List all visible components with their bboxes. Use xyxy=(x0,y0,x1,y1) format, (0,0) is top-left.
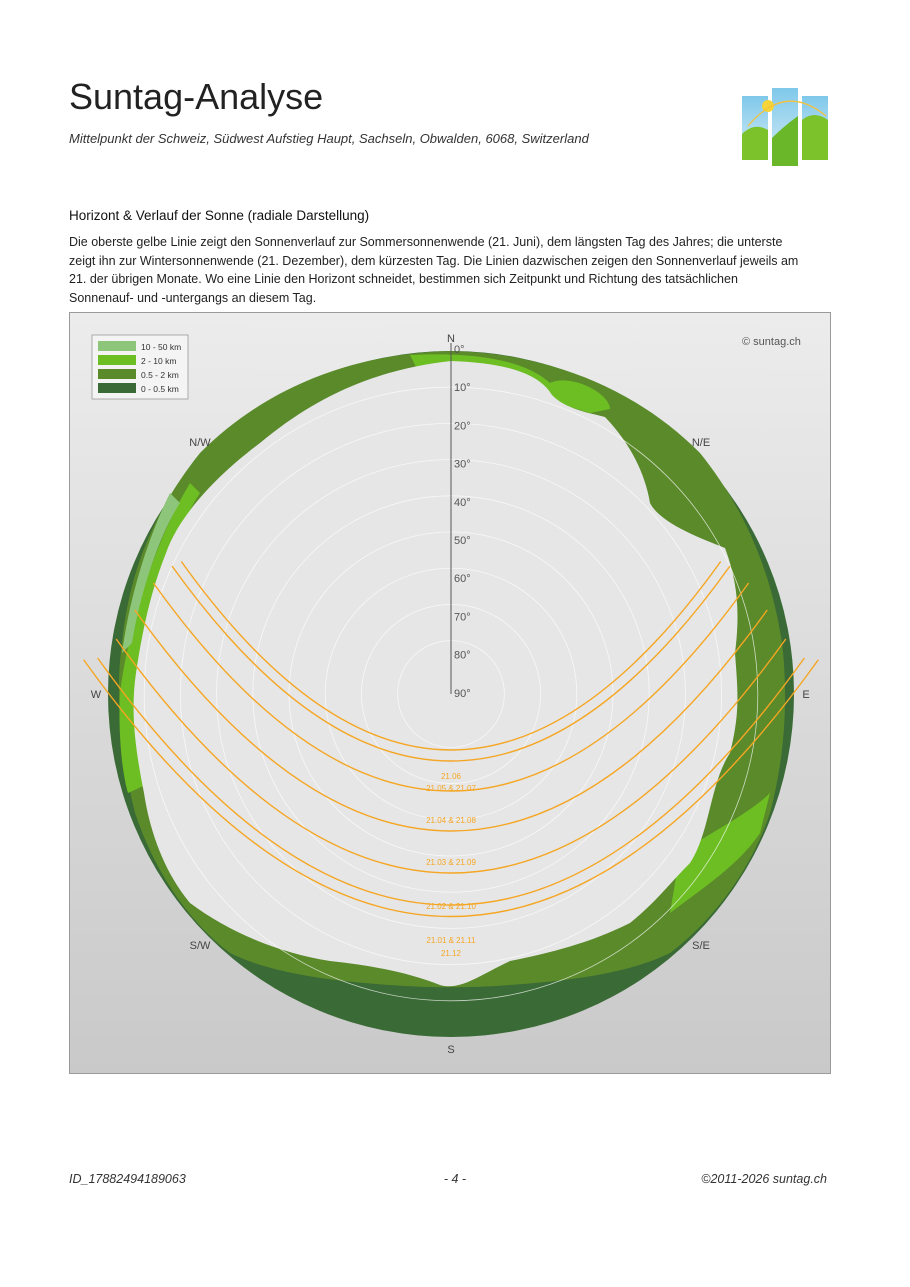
direction-nw: N/W xyxy=(189,437,211,449)
section-title: Horizont & Verlauf der Sonne (radiale Darstellung) xyxy=(69,208,370,223)
altitude-label: 50° xyxy=(454,535,471,547)
direction-n: N xyxy=(447,333,455,345)
sun-path-label: 21.05 & 21.07 xyxy=(426,784,476,793)
altitude-label: 70° xyxy=(454,611,471,624)
direction-ne: N/E xyxy=(691,437,711,449)
direction-sw: S/W xyxy=(189,940,211,952)
altitude-label: 40° xyxy=(454,496,471,509)
section-description: Die oberste gelbe Linie zeigt den Sonnenverlauf zur Sommersonnenwende (21. Juni), dem längsten Tag des Jahres; die unterste zeigt ihn zur Wintersonnenwende (21. Dezember), dem kürzesten Tag. Die Linien dazwischen zeigen den Sonnenverlauf jeweils am 21. der übrigen Monate. Wo eine Linie den Horizont schneidet, bestimmen sich Zeitpunkt und Richtung des tatsächlichen Sonnenauf- und -untergangs an diesem Tag. xyxy=(69,235,799,305)
document-id: ID_17882494189063 xyxy=(69,1172,186,1186)
legend-label: 10 - 50 km xyxy=(141,342,182,352)
legend-swatch xyxy=(98,341,136,351)
altitude-label: 30° xyxy=(454,458,471,471)
altitude-label: 20° xyxy=(454,420,471,433)
altitude-label: 80° xyxy=(454,649,471,662)
diagram-copyright: © suntag.ch xyxy=(742,336,801,348)
altitude-label: 10° xyxy=(454,382,471,395)
distance-legend xyxy=(92,335,188,399)
legend-label: 0 - 0.5 km xyxy=(141,384,179,394)
sun-path-diagram xyxy=(69,312,831,1074)
sun-path-label: 21.04 & 21.08 xyxy=(426,816,476,825)
altitude-label: 60° xyxy=(454,573,471,586)
page-number: - 4 - xyxy=(443,1172,467,1186)
direction-e: E xyxy=(802,689,810,701)
suntag-logo xyxy=(740,86,830,168)
footer-copyright: ©2011-2026 suntag.ch xyxy=(701,1172,827,1186)
sun-path-label: 21.06 xyxy=(440,772,462,781)
legend-label: 0.5 - 2 km xyxy=(141,370,179,380)
sun-path-label: 21.01 & 21.11 xyxy=(426,936,476,945)
direction-s: S xyxy=(447,1044,455,1056)
legend-swatch xyxy=(98,369,136,379)
direction-w: W xyxy=(90,689,102,701)
radial-diagram-svg xyxy=(70,313,831,1074)
altitude-label: 0° xyxy=(454,344,465,356)
page-title: Suntag-Analyse xyxy=(69,76,324,117)
sun-path-label: 21.12 xyxy=(440,949,462,958)
legend-swatch xyxy=(98,383,136,393)
direction-se: S/E xyxy=(692,940,710,952)
location-subtitle: Mittelpunkt der Schweiz, Südwest Aufstieg Haupt, Sachseln, Obwalden, 6068, Switzerland xyxy=(69,131,589,146)
sun-path-label: 21.03 & 21.09 xyxy=(426,858,476,867)
legend-label: 2 - 10 km xyxy=(141,356,177,366)
altitude-label: 90° xyxy=(454,687,471,700)
legend-swatch xyxy=(98,355,136,365)
sun-path-label: 21.02 & 21.10 xyxy=(426,902,476,911)
